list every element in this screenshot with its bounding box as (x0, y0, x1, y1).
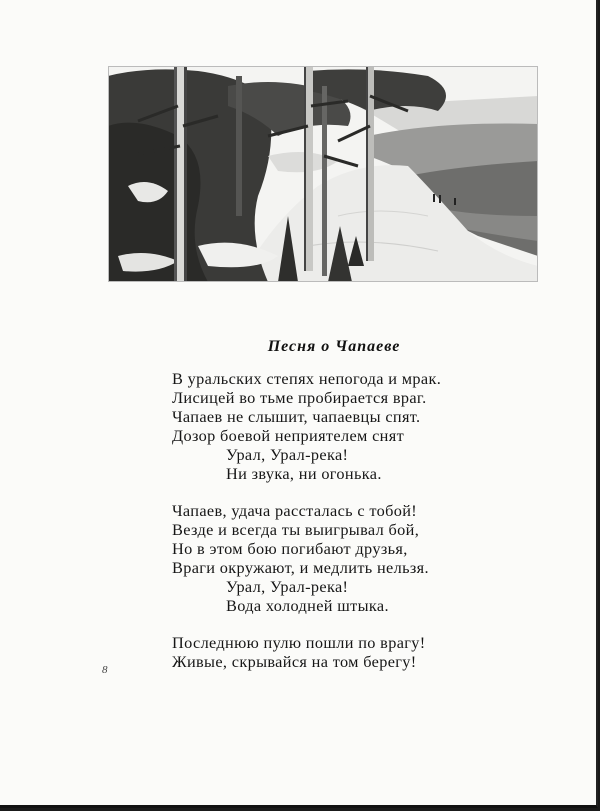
poem-line: Лисицей во тьме пробирается враг. (172, 388, 427, 407)
poem-refrain-line: Урал, Урал-река! (226, 577, 349, 596)
poem-line: Дозор боевой неприятелем снят (172, 426, 405, 445)
poem-line: Чапаев не слышит, чапаевцы спят. (172, 407, 421, 426)
poem-line: Чапаев, удача рассталась с тобой! (172, 501, 418, 520)
poem-refrain-line: Урал, Урал-река! (226, 445, 349, 464)
poem-refrain-line: Ни звука, ни огонька. (226, 464, 382, 483)
poem-line: Но в этом бою погибают друзья, (172, 539, 408, 558)
poem-line: Везде и всегда ты выигрывал бой, (172, 520, 420, 539)
poem-line: В уральских степях непогода и мрак. (172, 369, 442, 388)
stanza-2 (172, 501, 441, 615)
stanza-3 (172, 633, 441, 671)
winter-forest-river-illustration (108, 66, 538, 282)
stanza-1 (172, 369, 441, 483)
poem-title: Песня о Чапаеве (267, 338, 401, 355)
poem-line: Враги окружают, и медлить нельзя. (172, 558, 429, 577)
poem-line: Живые, скрывайся на том берегу! (172, 652, 417, 671)
page-number: 8 (102, 664, 108, 676)
poem-body (172, 369, 441, 671)
poem-refrain-line: Вода холодней штыка. (226, 596, 389, 615)
poem-line: Последнюю пулю пошли по врагу! (172, 633, 426, 652)
